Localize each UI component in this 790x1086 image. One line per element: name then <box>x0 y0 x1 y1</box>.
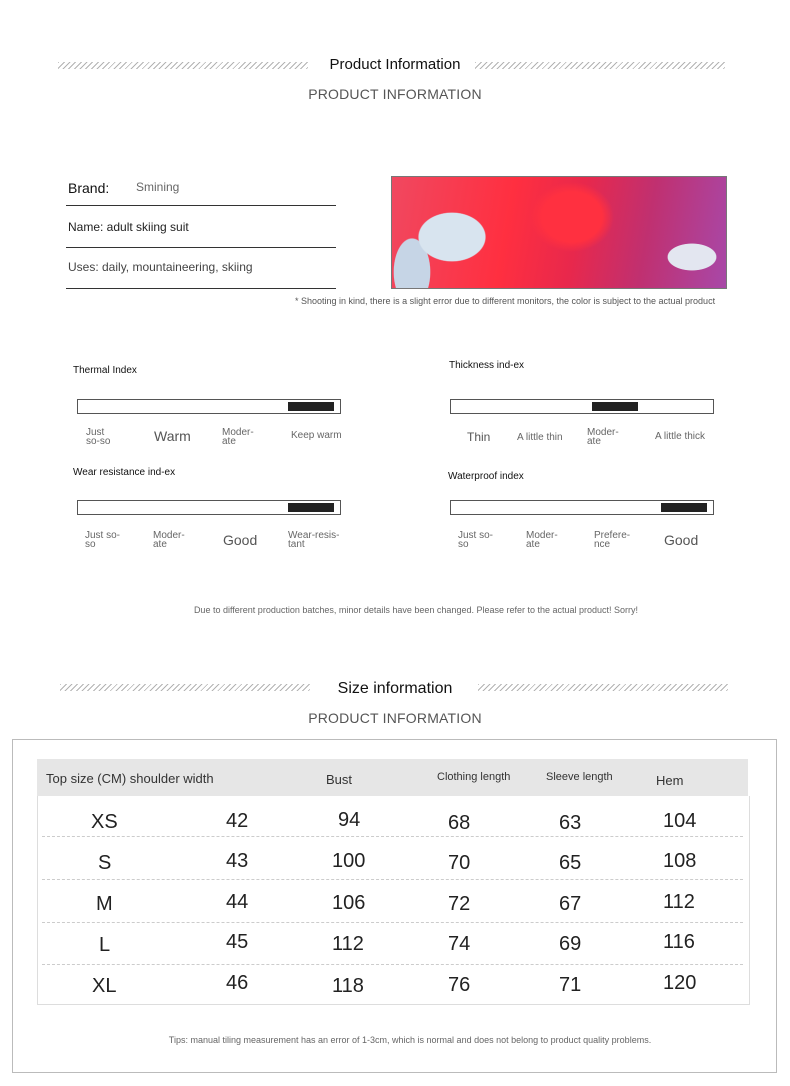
waterproof-index-title: Waterproof index <box>448 471 524 482</box>
waterproof-scale-2: Moder-ate <box>526 530 558 550</box>
size-table-body <box>37 796 750 1005</box>
wear-index-fill <box>288 503 334 512</box>
thickness-index-title: Thickness ind-ex <box>449 360 525 371</box>
thermal-index-bar <box>77 399 341 414</box>
cell-size: L <box>99 934 111 956</box>
wear-scale-2: Moder-ate <box>153 530 185 550</box>
thickness-scale-2: A little thin <box>517 432 563 443</box>
waterproof-scale-4: Good <box>664 532 699 548</box>
brand-value: Smining <box>136 180 180 194</box>
cell-length: 70 <box>448 852 471 874</box>
wear-scale-3: Good <box>223 532 258 548</box>
wear-scale-1: Just so-so <box>85 530 121 550</box>
cell-size: XS <box>91 811 118 833</box>
cell-size: S <box>98 852 112 874</box>
cell-hem: 112 <box>663 891 695 913</box>
thermal-scale-4: Keep warm <box>291 430 342 441</box>
uses-text: Uses: daily, mountaineering, skiing <box>68 260 253 274</box>
thickness-scale-4: A little thick <box>655 431 706 442</box>
cell-shoulder: 45 <box>226 931 249 953</box>
waterproof-index-bar <box>450 500 714 515</box>
cell-sleeve: 67 <box>559 893 582 915</box>
measurement-tips: Tips: manual tiling measurement has an error of 1-3cm, which is normal and does not belong to product quality problems. <box>168 1035 652 1045</box>
name-text: Name: adult skiing suit <box>68 220 189 234</box>
header-sleeve-length: Sleeve length <box>546 771 613 783</box>
thickness-scale-3: Moder-ate <box>587 427 619 447</box>
header-clothing-length: Clothing length <box>437 771 511 783</box>
cell-shoulder: 42 <box>226 810 249 832</box>
cell-shoulder: 44 <box>226 891 249 913</box>
thermal-index-title: Thermal Index <box>73 365 137 376</box>
product-section-subtitle: PRODUCT INFORMATION <box>308 86 482 102</box>
cell-shoulder: 43 <box>226 850 249 872</box>
thermal-scale-3: Moder-ate <box>222 427 254 447</box>
row-divider <box>42 879 743 880</box>
cell-size: M <box>96 893 113 915</box>
cell-bust: 112 <box>332 933 364 955</box>
header-shoulder: Top size (CM) shoulder width <box>46 771 214 786</box>
photo-disclaimer: * Shooting in kind, there is a slight error due to different monitors, the color is subject to the actual product <box>295 296 716 306</box>
cell-sleeve: 69 <box>559 933 582 955</box>
cell-hem: 108 <box>663 850 697 872</box>
thickness-scale-1: Thin <box>467 430 491 444</box>
thickness-index-bar <box>450 399 714 414</box>
cell-shoulder: 46 <box>226 972 249 994</box>
waterproof-scale-3: Prefere-nce <box>594 530 631 550</box>
row-divider <box>42 964 743 965</box>
cell-hem: 104 <box>663 810 697 832</box>
size-section-subtitle: PRODUCT INFORMATION <box>308 710 482 726</box>
cell-length: 72 <box>448 893 471 915</box>
header-bust: Bust <box>326 772 353 787</box>
thermal-scale-2: Warm <box>154 428 191 444</box>
cell-sleeve: 63 <box>559 812 582 834</box>
cell-length: 68 <box>448 812 471 834</box>
header-hem: Hem <box>656 773 684 788</box>
thickness-index-fill <box>592 402 638 411</box>
cell-hem: 116 <box>663 931 695 953</box>
row-divider <box>42 836 743 837</box>
cell-bust: 118 <box>332 975 364 997</box>
batch-disclaimer: Due to different production batches, minor details have been changed. Please refer to the actual product! Sorry! <box>193 605 639 615</box>
wear-scale-4: Wear-resis-tant <box>288 530 340 550</box>
brand-label: Brand: <box>68 180 110 196</box>
waterproof-index-fill <box>661 503 707 512</box>
waterproof-scale-1: Just so-so <box>458 530 494 550</box>
cell-bust: 94 <box>338 809 361 831</box>
cell-sleeve: 71 <box>559 974 582 996</box>
row-divider <box>42 922 743 923</box>
product-fabric-image <box>391 176 727 289</box>
product-section-title: Product Information <box>329 56 461 73</box>
cell-sleeve: 65 <box>559 852 582 874</box>
thermal-index-fill <box>288 402 334 411</box>
cell-bust: 106 <box>332 892 366 914</box>
cell-bust: 100 <box>332 850 366 872</box>
cell-hem: 120 <box>663 972 697 994</box>
cell-size: XL <box>92 975 117 997</box>
cell-length: 76 <box>448 974 471 996</box>
thermal-scale-1: Just so-so <box>86 427 111 447</box>
wear-index-title: Wear resistance ind-ex <box>73 467 176 478</box>
size-section-title: Size information <box>337 680 453 697</box>
name-field <box>66 206 336 248</box>
cell-length: 74 <box>448 933 471 955</box>
wear-index-bar <box>77 500 341 515</box>
uses-field <box>66 248 336 289</box>
brand-field <box>66 174 336 206</box>
